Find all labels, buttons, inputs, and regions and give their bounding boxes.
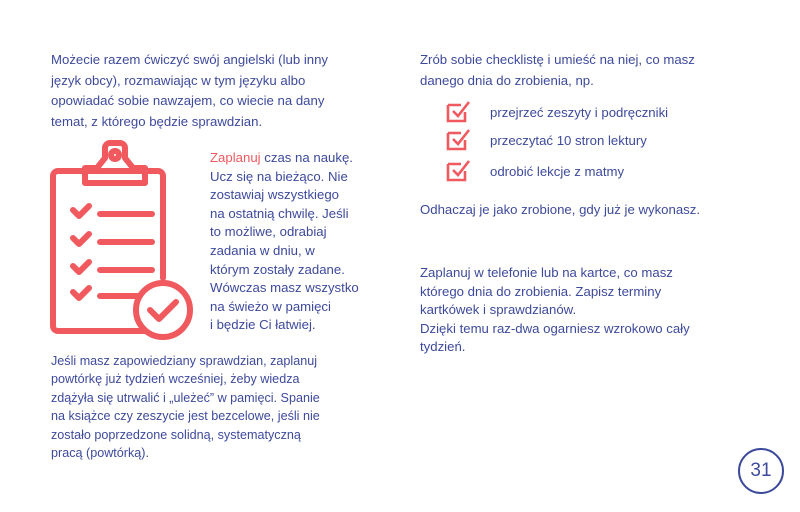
checkbox-checked-icon	[446, 100, 472, 124]
checkbox-checked-icon	[446, 128, 472, 152]
text-line: tydzień.	[420, 339, 466, 355]
text-line: na ostatnią chwilę. Jeśli	[210, 205, 349, 221]
text-line: zadania w dniu, w	[210, 242, 315, 258]
text-line: Dzięki temu raz-dwa ogarniesz wzrokowo cały	[420, 320, 690, 336]
test-paragraph	[51, 352, 320, 462]
checkbox-checked-icon	[446, 159, 472, 183]
text-line: zdążyła się utrwalić i „uleżeć” w pamięci. Spanie	[51, 390, 320, 405]
text-line: na książce czy zeszycie jest bezcelowe, jeśli nie	[51, 409, 320, 424]
text-line: kartkówek i sprawdzianów.	[420, 302, 577, 318]
text-line: zostawiaj wszystkiego	[210, 187, 339, 203]
tick-off-text	[420, 200, 700, 221]
text-line: Zrób sobie checklistę i umieść na niej, co masz	[420, 52, 695, 67]
checklist-item	[446, 101, 669, 123]
checklist-item-label: przejrzeć zeszyty i podręczniki	[490, 104, 669, 120]
plan-paragraph	[210, 149, 359, 335]
plan-highlight: Zaplanuj	[210, 150, 261, 165]
page-number: 31	[738, 448, 784, 494]
text-line: to możliwe, odrabiaj	[210, 224, 327, 240]
checklist-item-label: przeczytać 10 stron lektury	[490, 132, 647, 148]
text-line: Możecie razem ćwiczyć swój angielski (lub inny	[51, 52, 329, 67]
tick-off-line: Odhaczaj je jako zrobione, gdy już je wykonasz.	[420, 202, 701, 217]
checklist-item	[446, 160, 625, 182]
text-line: język obcy), rozmawiając w tym języku albo	[51, 72, 306, 88]
text-line: Zaplanuj w telefonie lub na kartce, co masz	[420, 265, 673, 280]
text-line: pracą (powtórką).	[51, 445, 149, 460]
checklist-item	[446, 129, 647, 151]
phone-paragraph	[420, 264, 690, 357]
plan-first-line: czas na naukę.	[260, 150, 353, 165]
text-line: którym zostały zadane.	[210, 261, 345, 277]
text-line: i będzie Ci łatwiej.	[210, 317, 316, 333]
checklist-item-label: odrobić lekcje z matmy	[490, 163, 625, 179]
text-line: Ucz się na bieżąco. Nie	[210, 168, 348, 184]
intro-paragraph	[51, 50, 328, 132]
text-line: danego dnia do zrobienia, np.	[420, 72, 594, 88]
text-line: Jeśli masz zapowiedziany sprawdzian, zaplanuj	[51, 354, 317, 368]
clipboard-checklist-icon	[50, 138, 200, 348]
checklist-intro	[420, 50, 695, 91]
text-line: powtórkę już tydzień wcześniej, żeby wiedza	[51, 372, 300, 387]
text-line: zostało poprzedzone solidną, systematyczną	[51, 427, 301, 442]
text-line: temat, z którego będzie sprawdzian.	[51, 113, 263, 129]
plan-lines	[210, 168, 359, 335]
text-line: opowiadać sobie nawzajem, co wiecie na dany	[51, 93, 325, 108]
text-line: którego dnia do zrobienia. Zapisz terminy	[420, 283, 662, 299]
text-line: na świeżo w pamięci	[210, 298, 331, 314]
text-line: Wówczas masz wszystko	[210, 280, 359, 296]
